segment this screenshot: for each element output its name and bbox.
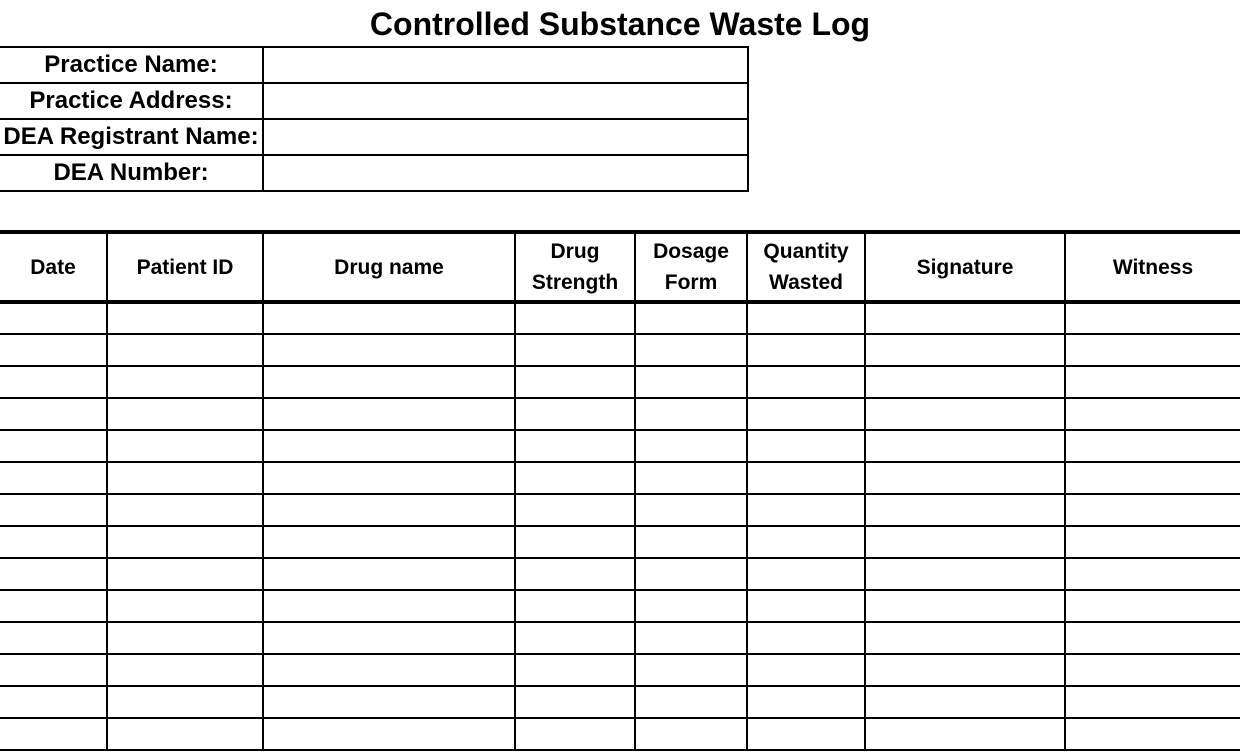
cell-date[interactable] xyxy=(0,718,107,750)
cell-patient-id[interactable] xyxy=(107,398,263,430)
cell-signature[interactable] xyxy=(865,430,1065,462)
column-header-dosage-form: Dosage Form xyxy=(635,232,747,302)
table-row xyxy=(0,654,1240,686)
cell-date[interactable] xyxy=(0,654,107,686)
cell-dosage-form[interactable] xyxy=(635,558,747,590)
cell-drug-name[interactable] xyxy=(263,558,515,590)
cell-quantity-wasted[interactable] xyxy=(747,494,865,526)
cell-drug-strength[interactable] xyxy=(515,558,635,590)
cell-drug-strength[interactable] xyxy=(515,334,635,366)
cell-date[interactable] xyxy=(0,334,107,366)
cell-witness[interactable] xyxy=(1065,590,1240,622)
cell-patient-id[interactable] xyxy=(107,654,263,686)
cell-quantity-wasted[interactable] xyxy=(747,302,865,334)
cell-dosage-form[interactable] xyxy=(635,398,747,430)
cell-date[interactable] xyxy=(0,622,107,654)
cell-patient-id[interactable] xyxy=(107,302,263,334)
cell-witness[interactable] xyxy=(1065,334,1240,366)
table-row xyxy=(0,302,1240,334)
cell-drug-name[interactable] xyxy=(263,686,515,718)
cell-drug-strength[interactable] xyxy=(515,686,635,718)
table-row xyxy=(0,334,1240,366)
registrant-name-row xyxy=(0,119,748,155)
cell-patient-id[interactable] xyxy=(107,366,263,398)
registrant-name-label: DEA Registrant Name: xyxy=(0,119,263,155)
column-header-patient-id: Patient ID xyxy=(107,232,263,302)
cell-drug-name[interactable] xyxy=(263,526,515,558)
cell-date[interactable] xyxy=(0,462,107,494)
cell-signature[interactable] xyxy=(865,398,1065,430)
cell-drug-name[interactable] xyxy=(263,366,515,398)
cell-drug-strength[interactable] xyxy=(515,302,635,334)
cell-patient-id[interactable] xyxy=(107,590,263,622)
cell-witness[interactable] xyxy=(1065,462,1240,494)
cell-quantity-wasted[interactable] xyxy=(747,430,865,462)
cell-signature[interactable] xyxy=(865,462,1065,494)
cell-drug-name[interactable] xyxy=(263,590,515,622)
column-header-drug-strength: Drug Strength xyxy=(515,232,635,302)
cell-signature[interactable] xyxy=(865,526,1065,558)
registrant-name-field[interactable] xyxy=(263,119,748,155)
cell-witness[interactable] xyxy=(1065,654,1240,686)
cell-witness[interactable] xyxy=(1065,622,1240,654)
cell-signature[interactable] xyxy=(865,558,1065,590)
cell-quantity-wasted[interactable] xyxy=(747,590,865,622)
cell-dosage-form[interactable] xyxy=(635,494,747,526)
cell-drug-name[interactable] xyxy=(263,622,515,654)
cell-witness[interactable] xyxy=(1065,494,1240,526)
cell-patient-id[interactable] xyxy=(107,622,263,654)
cell-dosage-form[interactable] xyxy=(635,302,747,334)
practice-info-table xyxy=(0,46,749,192)
cell-date[interactable] xyxy=(0,590,107,622)
cell-quantity-wasted[interactable] xyxy=(747,334,865,366)
practice-name-label: Practice Name: xyxy=(0,47,263,83)
cell-quantity-wasted[interactable] xyxy=(747,558,865,590)
cell-dosage-form[interactable] xyxy=(635,526,747,558)
cell-dosage-form[interactable] xyxy=(635,718,747,750)
cell-drug-name[interactable] xyxy=(263,494,515,526)
header-row xyxy=(0,232,1240,302)
cell-signature[interactable] xyxy=(865,686,1065,718)
cell-date[interactable] xyxy=(0,302,107,334)
table-row xyxy=(0,590,1240,622)
cell-signature[interactable] xyxy=(865,654,1065,686)
cell-witness[interactable] xyxy=(1065,526,1240,558)
cell-drug-strength[interactable] xyxy=(515,398,635,430)
dea-number-label: DEA Number: xyxy=(0,155,263,191)
cell-witness[interactable] xyxy=(1065,430,1240,462)
cell-witness[interactable] xyxy=(1065,558,1240,590)
cell-quantity-wasted[interactable] xyxy=(747,526,865,558)
column-header-signature: Signature xyxy=(865,232,1065,302)
cell-signature[interactable] xyxy=(865,334,1065,366)
cell-dosage-form[interactable] xyxy=(635,462,747,494)
cell-quantity-wasted[interactable] xyxy=(747,398,865,430)
practice-address-field[interactable] xyxy=(263,83,748,119)
cell-date[interactable] xyxy=(0,526,107,558)
table-row xyxy=(0,686,1240,718)
table-row xyxy=(0,398,1240,430)
table-row xyxy=(0,430,1240,462)
cell-witness[interactable] xyxy=(1065,302,1240,334)
cell-drug-strength[interactable] xyxy=(515,654,635,686)
page-title: Controlled Substance Waste Log xyxy=(369,6,871,42)
table-row xyxy=(0,718,1240,750)
cell-drug-strength[interactable] xyxy=(515,718,635,750)
cell-dosage-form[interactable] xyxy=(635,686,747,718)
cell-patient-id[interactable] xyxy=(107,494,263,526)
cell-patient-id[interactable] xyxy=(107,718,263,750)
cell-witness[interactable] xyxy=(1065,718,1240,750)
cell-drug-strength[interactable] xyxy=(515,430,635,462)
cell-drug-name[interactable] xyxy=(263,334,515,366)
cell-date[interactable] xyxy=(0,558,107,590)
cell-signature[interactable] xyxy=(865,622,1065,654)
practice-address-label: Practice Address: xyxy=(0,83,263,119)
table-row xyxy=(0,526,1240,558)
cell-dosage-form[interactable] xyxy=(635,590,747,622)
cell-dosage-form[interactable] xyxy=(635,654,747,686)
cell-dosage-form[interactable] xyxy=(635,334,747,366)
cell-signature[interactable] xyxy=(865,366,1065,398)
cell-witness[interactable] xyxy=(1065,398,1240,430)
table-row xyxy=(0,622,1240,654)
cell-drug-name[interactable] xyxy=(263,654,515,686)
cell-patient-id[interactable] xyxy=(107,526,263,558)
cell-date[interactable] xyxy=(0,398,107,430)
cell-witness[interactable] xyxy=(1065,366,1240,398)
cell-patient-id[interactable] xyxy=(107,430,263,462)
practice-name-row xyxy=(0,47,748,83)
column-header-date: Date xyxy=(0,232,107,302)
cell-drug-strength[interactable] xyxy=(515,366,635,398)
cell-drug-name[interactable] xyxy=(263,398,515,430)
table-row xyxy=(0,494,1240,526)
log-body xyxy=(0,302,1240,750)
cell-drug-strength[interactable] xyxy=(515,590,635,622)
column-header-witness: Witness xyxy=(1065,232,1240,302)
waste-log-table xyxy=(0,230,1240,751)
dea-number-field[interactable] xyxy=(263,155,748,191)
cell-patient-id[interactable] xyxy=(107,334,263,366)
cell-signature[interactable] xyxy=(865,302,1065,334)
cell-quantity-wasted[interactable] xyxy=(747,686,865,718)
cell-dosage-form[interactable] xyxy=(635,622,747,654)
cell-date[interactable] xyxy=(0,494,107,526)
cell-quantity-wasted[interactable] xyxy=(747,622,865,654)
table-row xyxy=(0,558,1240,590)
column-header-drug-name: Drug name xyxy=(263,232,515,302)
cell-patient-id[interactable] xyxy=(107,686,263,718)
cell-quantity-wasted[interactable] xyxy=(747,462,865,494)
cell-quantity-wasted[interactable] xyxy=(747,654,865,686)
cell-dosage-form[interactable] xyxy=(635,366,747,398)
cell-drug-name[interactable] xyxy=(263,430,515,462)
cell-signature[interactable] xyxy=(865,494,1065,526)
cell-date[interactable] xyxy=(0,430,107,462)
cell-drug-name[interactable] xyxy=(263,718,515,750)
cell-drug-strength[interactable] xyxy=(515,622,635,654)
practice-name-field[interactable] xyxy=(263,47,748,83)
cell-date[interactable] xyxy=(0,366,107,398)
cell-signature[interactable] xyxy=(865,590,1065,622)
table-row xyxy=(0,366,1240,398)
table-row xyxy=(0,462,1240,494)
cell-drug-name[interactable] xyxy=(263,462,515,494)
cell-drug-strength[interactable] xyxy=(515,494,635,526)
cell-witness[interactable] xyxy=(1065,686,1240,718)
dea-number-row xyxy=(0,155,748,191)
practice-address-row xyxy=(0,83,748,119)
cell-dosage-form[interactable] xyxy=(635,430,747,462)
cell-drug-strength[interactable] xyxy=(515,462,635,494)
cell-patient-id[interactable] xyxy=(107,462,263,494)
cell-date[interactable] xyxy=(0,686,107,718)
cell-drug-name[interactable] xyxy=(263,302,515,334)
cell-patient-id[interactable] xyxy=(107,558,263,590)
column-header-quantity-wasted: Quantity Wasted xyxy=(747,232,865,302)
cell-drug-strength[interactable] xyxy=(515,526,635,558)
cell-quantity-wasted[interactable] xyxy=(747,366,865,398)
cell-quantity-wasted[interactable] xyxy=(747,718,865,750)
cell-signature[interactable] xyxy=(865,718,1065,750)
